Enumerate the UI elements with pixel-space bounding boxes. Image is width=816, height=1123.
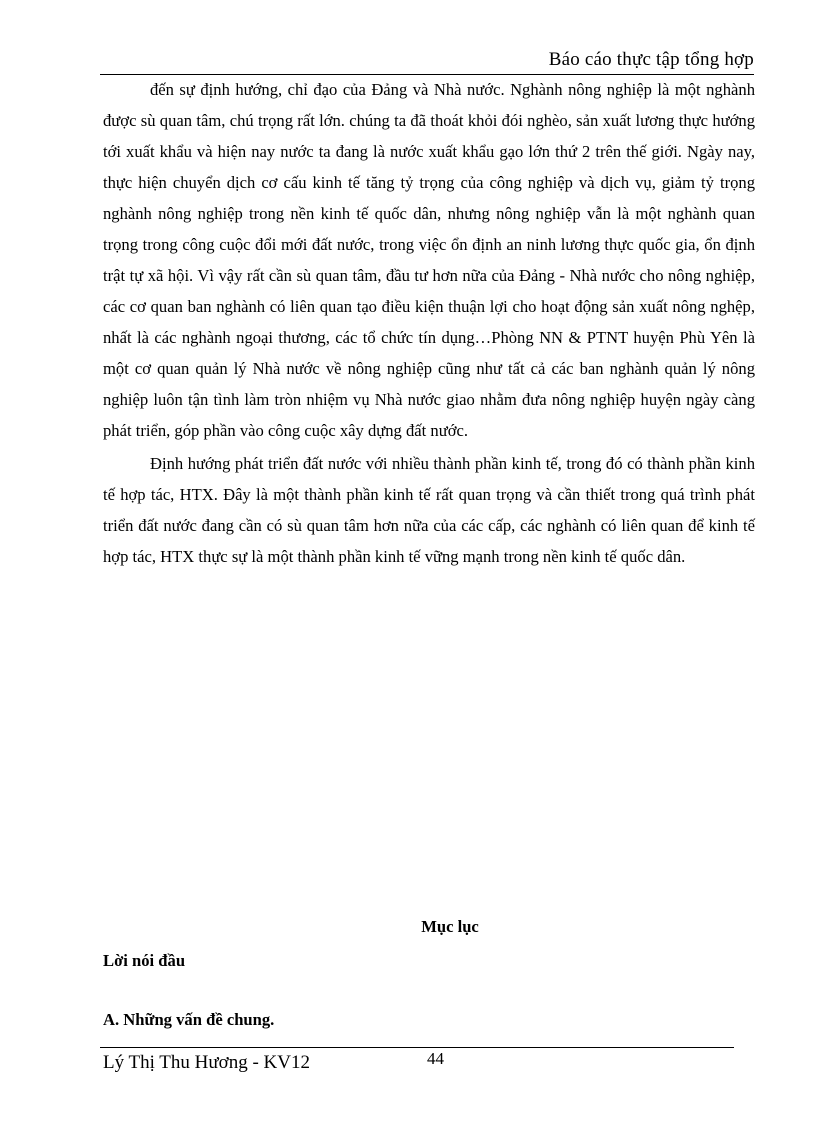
toc-title: Mục lục xyxy=(421,917,479,936)
body-paragraph-2: Định hướng phát triển đất nước với nhiều thành phần kinh tế, trong đó có thành phần kinh tế hợp tác, HTX. Đây là một thành phần kinh tế rất quan trọng và cần thiết trong quá trình phát triển đất nước đang cần có sù quan tâm hơn nữa của các cấp, các nghành có liên quan để kinh tế hợp tác, HTX thực sự là một thành phần kinh tế vững mạnh trong nền kinh tế quốc dân. xyxy=(103,454,755,566)
toc-item-general-issues: A. Những vấn đề chung. xyxy=(103,1010,275,1029)
header-title: Báo cáo thực tập tổng hợp xyxy=(548,49,754,70)
body-text xyxy=(103,74,755,572)
toc-item-intro: Lời nói đầu xyxy=(103,951,186,970)
footer-rule xyxy=(100,1047,734,1048)
body-paragraph-1: đến sự định hướng, chỉ đạo của Đảng và Nhà nước. Nghành nông nghiệp là một nghành được sù quan tâm, chú trọng rất lớn. chúng ta đã thoát khỏi đói nghèo, sản xuất lương thực hướng tới xuất khẩu và hiện nay nước ta đang là nước xuất khẩu gạo lớn thứ 2 trên thế giới. Ngày nay, thực hiện chuyển dịch cơ cấu kinh tế tăng tỷ trọng của công nghiệp và dịch vụ, giảm tỷ trọng nghành nông nghiệp trong nền kinh tế quốc dân, nhưng nông nghiệp vẫn là một nghành quan trọng trong công cuộc đổi mới đất nước, trong việc ổn định an ninh lương thực quốc gia, ổn định trật tự xã hội. Vì vậy rất cần sù quan tâm, đầu tư hơn nữa của Đảng - Nhà nước cho nông nghiệp, các cơ quan ban nghành có liên quan tạo điều kiện thuận lợi cho hoạt động sản xuất nông nghệp, nhất là các nghành ngoại thương, các tổ chức tín dụng…Phòng NN & PTNT huyện Phù Yên là một cơ quan quản lý Nhà nước về nông nghiệp cũng như tất cả các ban nghành quản lý nông nghiệp luôn tận tình làm tròn nhiệm vụ Nhà nước giao nhằm đưa nông nghiệp huyện ngày càng phát triển, góp phần vào công cuộc xây dựng đất nước. xyxy=(103,80,755,440)
page-number: 44 xyxy=(427,1049,444,1068)
footer-author: Lý Thị Thu Hương - KV12 xyxy=(103,1052,310,1073)
